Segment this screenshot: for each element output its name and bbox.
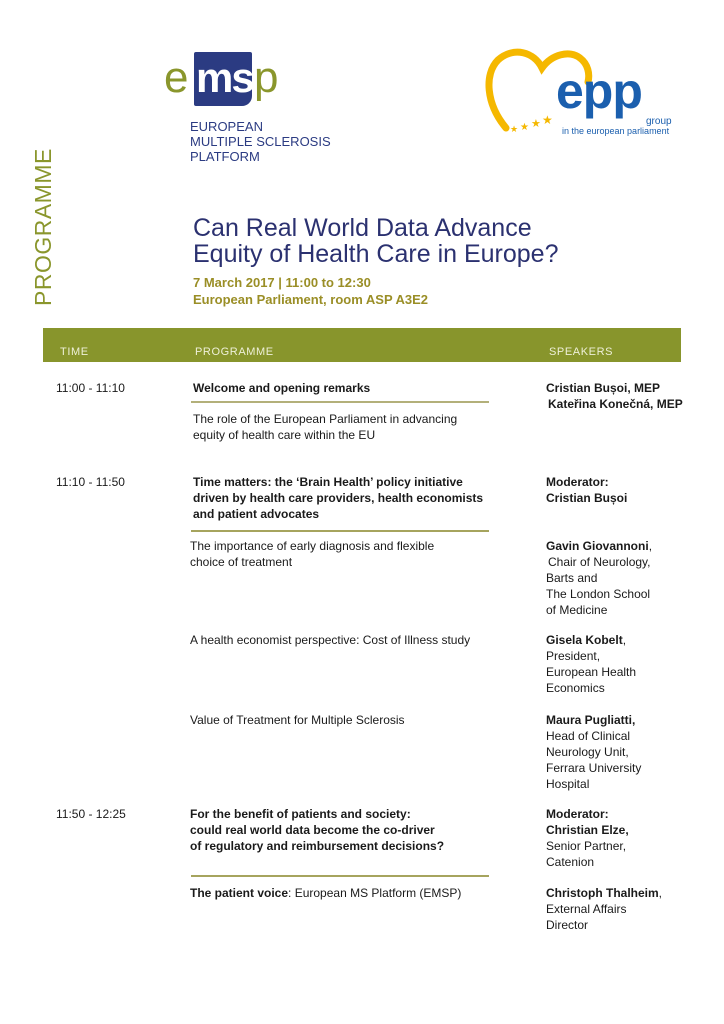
session-title: Time matters: the ‘Brain Health’ policy initiative driven by health care providers, health economists and patient advocates <box>193 475 484 521</box>
page-title: Can Real World Data Advance Equity of Health Care in Europe? <box>193 214 559 268</box>
talk-topic: The patient voice: European MS Platform (EMSP) <box>190 886 462 900</box>
talk-speaker: Christoph Thalheim, External Affairs Director <box>546 886 663 932</box>
column-time: TIME <box>60 346 89 358</box>
session-subtopic: The role of the European Parliament in advancing equity of health care within the EU <box>193 412 458 442</box>
svg-text:★: ★ <box>542 113 553 127</box>
session-time: 11:50 - 12:25 <box>56 807 126 821</box>
divider <box>191 530 489 532</box>
event-venue: European Parliament, room ASP A3E2 <box>193 292 429 307</box>
svg-text:★: ★ <box>520 122 529 133</box>
session-time: 11:00 - 11:10 <box>56 381 125 395</box>
session-time: 11:10 - 11:50 <box>56 475 125 489</box>
talk-speaker: Gisela Kobelt, President, European Health Economics <box>546 633 637 695</box>
emsp-logo-mark: e ms p <box>160 52 300 108</box>
talk-topic: A health economist perspective: Cost of Illness study <box>190 633 471 647</box>
event-date: 7 March 2017 | 11:00 to 12:30 <box>193 275 371 290</box>
svg-text:★: ★ <box>510 124 519 134</box>
session-speakers: Cristian Bușoi, MEP Kateřina Konečná, MEP <box>546 381 683 411</box>
talk-topic: The importance of early diagnosis and flexible choice of treatment <box>190 539 435 569</box>
divider <box>191 875 489 877</box>
session-moderator: Moderator: Christian Elze, Senior Partner, Catenion <box>546 807 629 869</box>
divider <box>191 401 489 403</box>
column-programme: PROGRAMME <box>195 346 274 358</box>
table-header <box>43 328 681 362</box>
side-title: PROGRAMME <box>30 148 56 306</box>
session-title: For the benefit of patients and society: could real world data become the co-driver of regulatory and reimbursement decisions? <box>190 807 445 853</box>
emsp-logo <box>160 52 340 164</box>
epp-group-logo: ★ ★ ★ ★ epp group in the european parliament <box>484 44 684 140</box>
event-details <box>193 274 428 308</box>
talk-speaker: Maura Pugliatti, Head of Clinical Neurology Unit, Ferrara University Hospital <box>546 713 642 791</box>
session-title: Welcome and opening remarks <box>193 381 371 395</box>
talk-topic: Value of Treatment for Multiple Sclerosis <box>190 713 405 727</box>
talk-speaker: Gavin Giovannoni, Chair of Neurology, Barts and The London School of Medicine <box>546 539 653 617</box>
column-speakers: SPEAKERS <box>549 346 614 358</box>
emsp-name: EUROPEAN MULTIPLE SCLEROSIS PLATFORM <box>190 119 331 164</box>
session-moderator: Moderator: Cristian Bușoi <box>546 475 628 505</box>
svg-text:★: ★ <box>531 118 541 130</box>
